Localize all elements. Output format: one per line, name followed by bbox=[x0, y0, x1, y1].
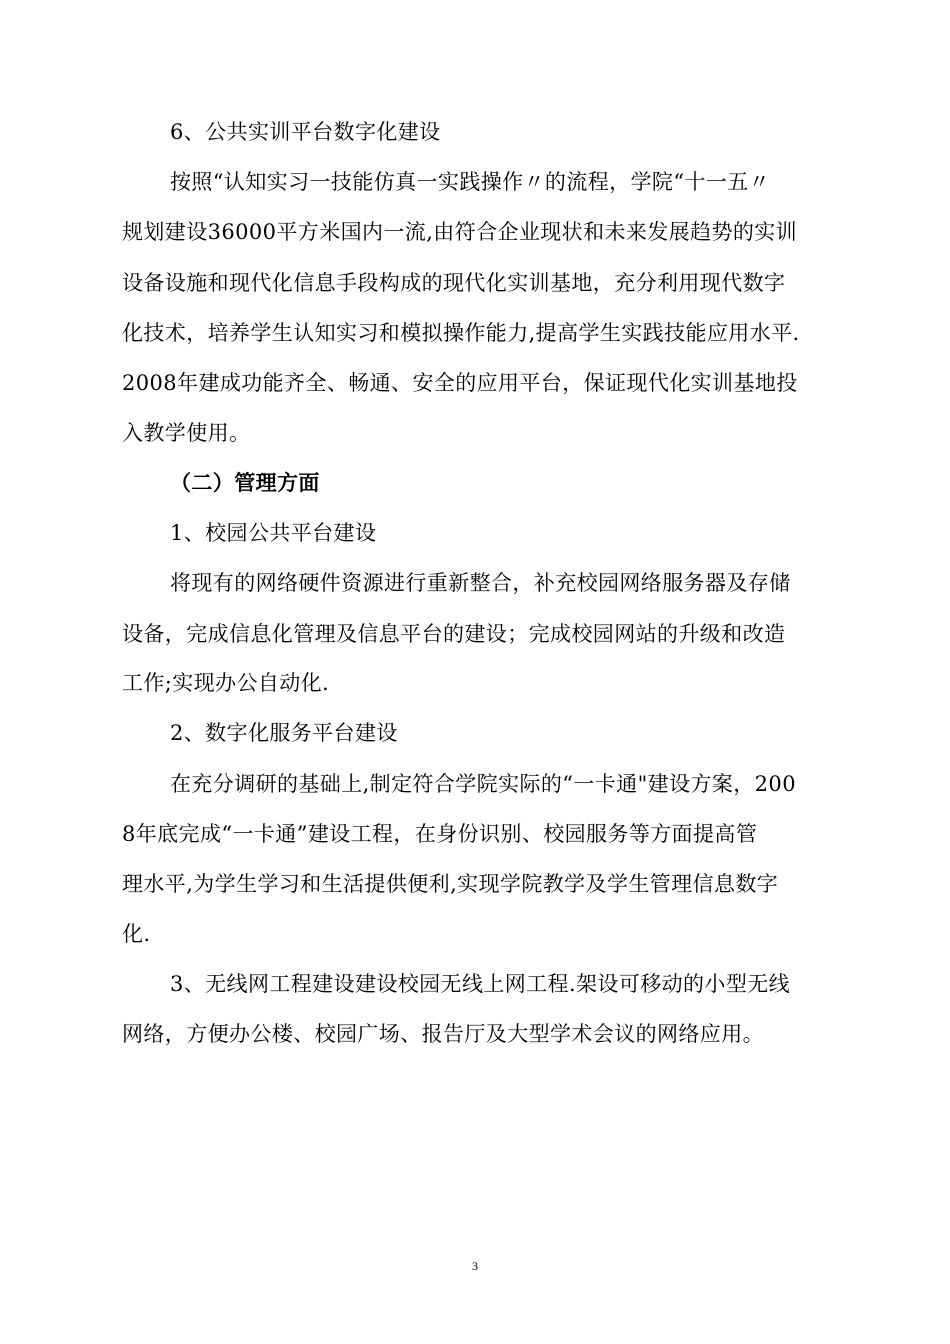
subsection-2-line-4: 化. bbox=[122, 922, 151, 946]
subsection-1-line-1: 将现有的网络硬件资源进行重新整合，补充校园网络服务器及存储 bbox=[170, 571, 791, 595]
subsection-2-title: 2、数字化服务平台建设 bbox=[170, 721, 398, 745]
page-number: 3 bbox=[472, 1259, 478, 1273]
subsection-3-line-2: 网络，方便办公楼、校园广场、报告厅及大型学术会议的网络应用。 bbox=[122, 1022, 764, 1046]
section-6-line-4: 化技术，培养学生认知实习和模拟操作能力,提高学生实践技能应用水平. bbox=[122, 321, 800, 345]
management-heading: （二）管理方面 bbox=[170, 471, 320, 495]
subsection-1-line-2: 设备，完成信息化管理及信息平台的建设；完成校园网站的升级和改造 bbox=[122, 622, 786, 646]
subsection-2-line-2: 8年底完成“一卡通”建设工程，在身份识别、校园服务等方面提高管 bbox=[122, 822, 758, 846]
subsection-2-line-1: 在充分调研的基础上,制定符合学院实际的“一卡通"建设方案，200 bbox=[170, 772, 796, 796]
section-6-title: 6、公共实训平台数字化建设 bbox=[170, 120, 441, 144]
section-6-line-6: 入教学使用。 bbox=[122, 421, 251, 445]
subsection-2-line-3: 理水平,为学生学习和生活提供便利,实现学院教学及学生管理信息数字 bbox=[122, 872, 779, 896]
subsection-3-line-1: 3、无线网工程建设建设校园无线上网工程.架设可移动的小型无线 bbox=[170, 972, 791, 996]
subsection-1-title: 1、校园公共平台建设 bbox=[170, 521, 377, 545]
subsection-1-line-3: 工作;实现办公自动化. bbox=[122, 671, 330, 695]
section-6-line-2: 规划建设36000平方米国内一流,由符合企业现状和未来发展趋势的实训 bbox=[122, 220, 798, 244]
section-6-line-3: 设备设施和现代化信息手段构成的现代化实训基地，充分利用现代数字 bbox=[122, 271, 786, 295]
section-6-line-1: 按照“认知实习一技能仿真一实践操作〃的流程，学院“十一五〃 bbox=[170, 170, 771, 194]
section-6-line-5: 2008年建成功能齐全、畅通、安全的应用平台，保证现代化实训基地投 bbox=[122, 371, 798, 395]
